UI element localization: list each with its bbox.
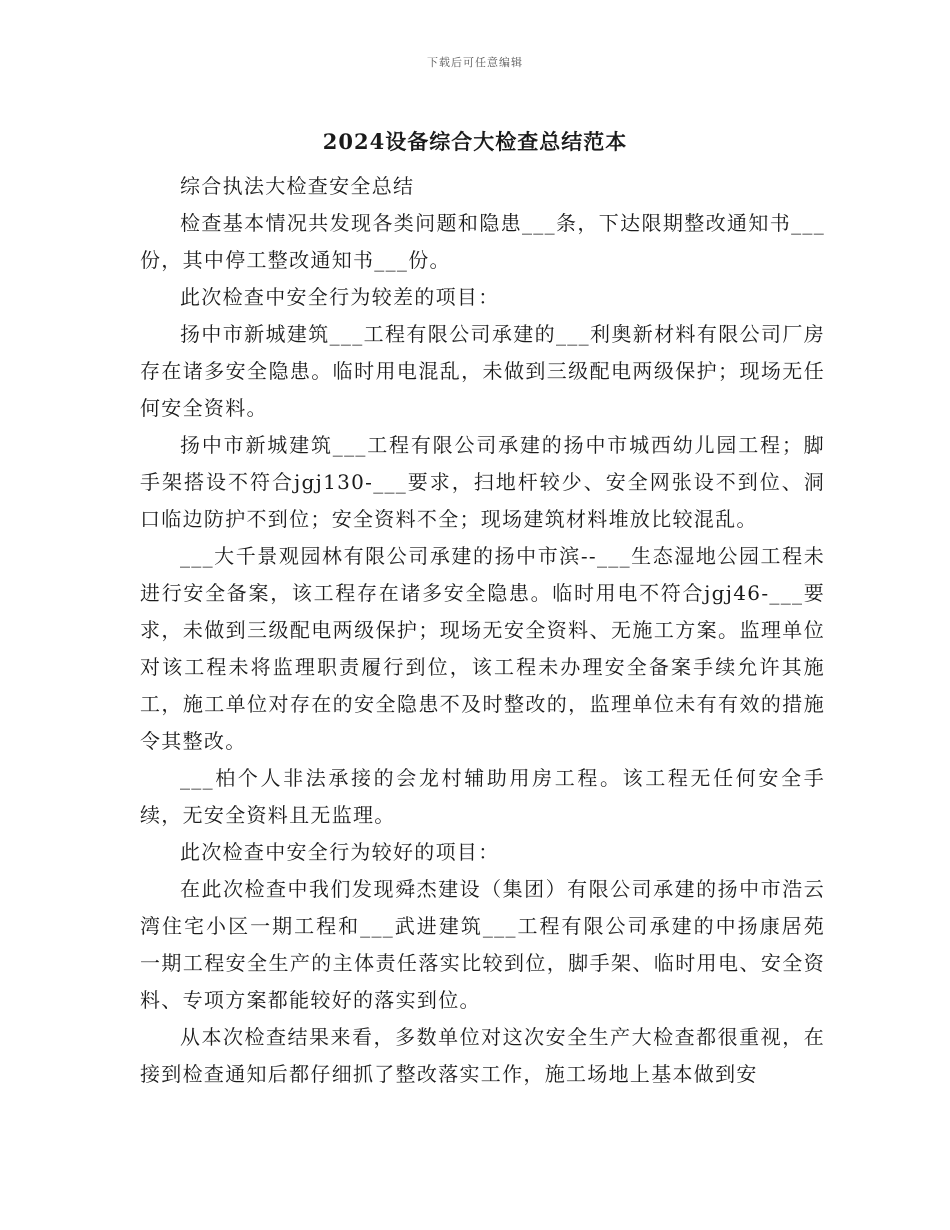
paragraph-inspection-summary: 检查基本情况共发现各类问题和隐患___条，下达限期整改通知书___份，其中停工整改通知书___份。 [140, 211, 825, 272]
paragraph-poor-project-2: 扬中市新城建筑___工程有限公司承建的扬中市城西幼儿园工程；脚手架搭设不符合jgj130-___要求，扫地杆较少、安全网张设不到位、洞口临边防护不到位；安全资料不全；现场建筑材料堆放比较混乱。 [140, 433, 825, 531]
paragraph-section-heading: 综合执法大检查安全总结 [180, 174, 415, 198]
document-body [140, 168, 825, 1093]
paragraph-poor-project-1: 扬中市新城建筑___工程有限公司承建的___利奥新材料有限公司厂房存在诸多安全隐患。临时用电混乱，未做到三级配电两级保护；现场无任何安全资料。 [140, 322, 825, 420]
paragraph-conclusion: 从本次检查结果来看，多数单位对这次安全生产大检查都很重视，在接到检查通知后都仔细抓了整改落实工作，施工场地上基本做到安 [140, 1025, 825, 1086]
header-note: 下载后可任意编辑 [427, 56, 523, 69]
paragraph-good-project-1: 在此次检查中我们发现舜杰建设（集团）有限公司承建的扬中市浩云湾住宅小区一期工程和___武进建筑___工程有限公司承建的中扬康居苑一期工程安全生产的主体责任落实比较到位，脚手架、临时用电、安全资料、专项方案都能较好的落实到位。 [140, 877, 825, 1012]
paragraph-poor-project-4: ___柏个人非法承接的会龙村辅助用房工程。该工程无任何安全手续，无安全资料且无监理。 [140, 766, 825, 827]
paragraph-good-projects-heading: 此次检查中安全行为较好的项目： [180, 840, 500, 864]
document-title: 2024设备综合大检查总结范本 [322, 129, 628, 154]
paragraph-poor-project-3: ___大千景观园林有限公司承建的扬中市滨--___生态湿地公园工程未进行安全备案，该工程存在诸多安全隐患。临时用电不符合jgj46-___要求，未做到三级配电两级保护；现场无安全资料、无施工方案。监理单位对该工程未将监理职责履行到位，该工程未办理安全备案手续允许其施工，施工单位对存在的安全隐患不及时整改的，监理单位未有有效的措施令其整改。 [140, 544, 825, 753]
paragraph-poor-projects-heading: 此次检查中安全行为较差的项目： [180, 285, 500, 309]
